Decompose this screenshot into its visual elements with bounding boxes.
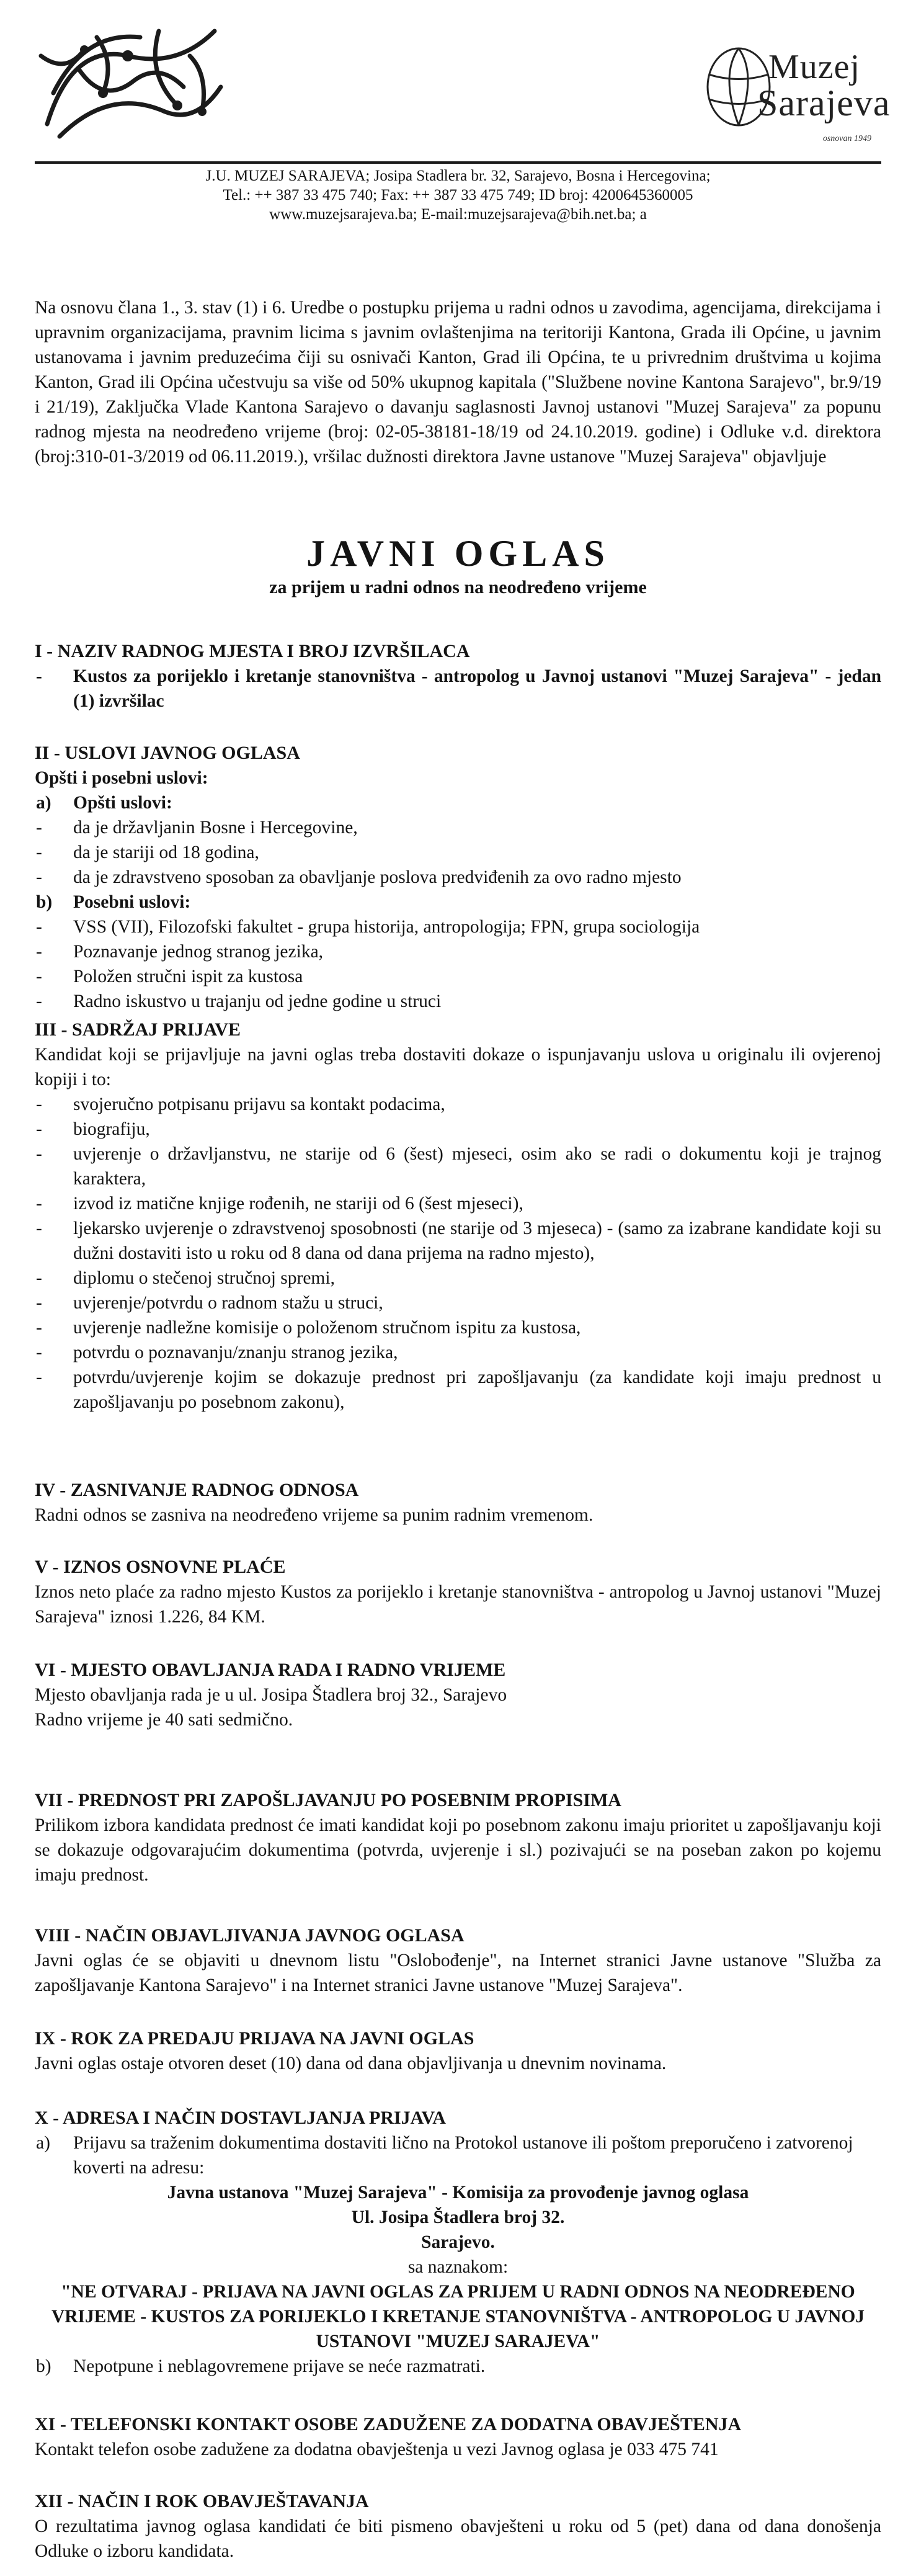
section-text: Radni odnos se zasniva na neodređeno vrijeme sa punim radnim vremenom. [35, 1505, 594, 1525]
document-title: JAVNI OGLAS [306, 533, 610, 574]
section-heading: IV - ZASNIVANJE RADNOG ODNOSA [35, 1480, 359, 1500]
section-1 [35, 639, 881, 713]
contact-line: J.U. MUZEJ SARAJEVA; Josipa Stadlera br. 32, Sarajevo, Bosna i Hercegovina; [205, 168, 711, 184]
section-heading: VII - PREDNOST PRI ZAPOŠLJAVANJU PO POSEBNIM PROPISIMA [35, 1790, 621, 1810]
section-heading: IX - ROK ZA PREDAJU PRIJAVA NA JAVNI OGLAS [35, 2028, 474, 2049]
section-text: O rezultatima javnog oglasa kandidati će biti pismeno obavješteni u roku od 5 (pet) dana od dana donošenja Odluke o izboru kandidata. [35, 2516, 881, 2561]
list-letter: a) [36, 2133, 50, 2153]
list-item: - biografiju, [35, 1117, 881, 1142]
contact-block [35, 166, 881, 224]
section-text: Nepotpune i neblagovremene prijave se neće razmatrati. [73, 2356, 486, 2376]
list-item: - Kustos za porijeklo i kretanje stanovništva - antropolog u Javnoj ustanovi "Muzej Sarajeva" - jedan (1) izvršilac [35, 664, 881, 713]
list-item: - potvrdu/uvjerenje kojim se dokazuje prednost pri zapošljavanju (za kandidate koji imaju prednost u zapošljavanju po posebnom zakonu), [35, 1365, 881, 1415]
address-line: Sarajevo. [421, 2232, 495, 2252]
subsection-label: Posebni uslovi: [73, 892, 191, 912]
section-heading: VIII - NAČIN OBJAVLJIVANJA JAVNOG OGLASA [35, 1925, 465, 1946]
subsection-label: Opšti uslovi: [73, 793, 172, 813]
list-item: - da je stariji od 18 godina, [35, 840, 881, 865]
list-item: - potvrdu o poznavanju/znanju stranog jezika, [35, 1340, 881, 1365]
letterhead [35, 12, 891, 164]
list-letter: b) [36, 892, 53, 912]
section-subheading: Opšti i posebni uslovi: [35, 768, 208, 788]
section-text: Kontakt telefon osobe zadužene za dodatna obavještenja u vezi Javnog oglasa je 033 475 741 [35, 2440, 719, 2459]
list-item: - Radno iskustvo u trajanju od jedne godine u struci [35, 989, 881, 1014]
section-heading: I - NAZIV RADNOG MJESTA I BROJ IZVRŠILACA [35, 641, 470, 661]
section-heading: III - SADRŽAJ PRIJAVE [35, 1019, 241, 1040]
section-3 [35, 1017, 881, 1415]
list-item: - Položen stručni ispit za kustosa [35, 964, 881, 989]
contact-line: Tel.: ++ 387 33 475 740; Fax: ++ 387 33 475 749; ID broj: 4200645360005 [223, 187, 693, 203]
address-line: Javna ustanova "Muzej Sarajeva" - Komisija za provođenje javnog oglasa [167, 2183, 749, 2203]
list-item: - uvjerenje nadležne komisije o položenom stručnom ispitu za kustosa, [35, 1315, 881, 1340]
subsection-b [35, 890, 881, 915]
subsection-a [35, 2131, 881, 2180]
section-6 [35, 1658, 881, 1732]
list-item: - uvjerenje o državljanstvu, ne starije od 6 (šest) mjeseci, osim ako se radi o dokumentu koji je trajnog karaktera, [35, 1142, 881, 1191]
section-text: Prijavu sa traženim dokumentima dostaviti lično na Protokol ustanove ili poštom preporučeno i zatvorenoj koverti na adresu: [73, 2133, 853, 2178]
section-text: Javni oglas će se objaviti u dnevnom listu "Oslobođenje", na Internet stranici Javne ustanove "Služba za zapošljavanje Kantona Sarajevo" i na Internet stranici Javne ustanove "Muzej Sarajeva". [35, 1951, 881, 1995]
intro-paragraph: Na osnovu člana 1., 3. stav (1) i 6. Uredbe o postupku prijema u radni odnos u zavodima, agencijama, direkcijama i upravnim organizacijama, pravnim licima s javnim ovlaštenjima na teritoriji Kantona, Grada ili Općine, u javnim ustanovama i javnim preduzećima čiji su osnivači Kanton, Grad ili Općina, te u privrednim društvima u kojima Kanton, Grad ili Općina učestvuju sa više od 50% ukupnog kapitala ("Službene novine Kantona Sarajevo", br.9/19 i 21/19), Zaključka Vlade Kantona Sarajevo o davanju saglasnosti Javnoj ustanovi "Muzej Sarajeva" za popunu radnog mjesta na neodređeno vrijeme (broj: 02-05-38181-18/19 od 24.10.2019. godine) i Odluke v.d. direktora (broj:310-01-3/2019 od 06.11.2019.), vršilac dužnosti direktora Javne ustanove "Muzej Sarajeva" objavljuje [35, 297, 881, 467]
section-text: Kandidat koji se prijavljuje na javni oglas treba dostaviti dokaze o ispunjavanju uslova u originalu ili ovjerenoj kopiji i to: [35, 1045, 881, 1089]
list-item: - Poznavanje jednog stranog jezika, [35, 939, 881, 964]
section-9 [35, 2026, 881, 2076]
section-heading: VI - MJESTO OBAVLJANJA RADA I RADNO VRIJEME [35, 1660, 506, 1680]
contact-line: www.muzejsarajeva.ba; E-mail:muzejsarajeva@bih.net.ba; a [269, 206, 647, 223]
muzej-sarajeva-logo [664, 37, 891, 155]
section-12 [35, 2489, 881, 2564]
logo-word-sarajeva: Sarajeva [757, 83, 891, 123]
document-subtitle: za prijem u radni odnos na neodređeno vrijeme [269, 577, 647, 597]
section-10 [35, 2106, 881, 2379]
section-text: Iznos neto plaće za radno mjesto Kustos za porijeklo i kretanje stanovništva - antropolog u Javnoj ustanovi "Muzej Sarajeva" iznosi 1.226, 84 KM. [35, 1582, 881, 1627]
list-item: - diplomu o stečenoj stručnoj spremi, [35, 1266, 881, 1290]
list-item: - izvod iz matične knjige rođenih, ne stariji od 6 (šest mjeseci), [35, 1191, 881, 1216]
list-item: - da je državljanin Bosne i Hercegovine, [35, 815, 881, 840]
section-2 [35, 741, 881, 1014]
list-letter: b) [36, 2356, 51, 2376]
section-heading: X - ADRESA I NAČIN DOSTAVLJANJA PRIJAVA [35, 2108, 446, 2128]
section-text: Javni oglas ostaje otvoren deset (10) dana od dana objavljivanja u dnevnim novinama. [35, 2054, 667, 2073]
section-11 [35, 2412, 881, 2462]
list-item: - da je zdravstveno sposoban za obavljanje poslova predviđenih za ovo radno mjesto [35, 865, 881, 890]
list-item: - uvjerenje/potvrdu o radnom stažu u struci, [35, 1290, 881, 1315]
list-item: - VSS (VII), Filozofski fakultet - grupa historija, antropologija; FPN, grupa sociologija [35, 915, 881, 939]
section-heading: XII - NAČIN I ROK OBAVJEŠTAVANJA [35, 2491, 369, 2511]
section-heading: II - USLOVI JAVNOG OGLASA [35, 743, 300, 763]
section-text: Prilikom izbora kandidata prednost će imati kandidat koji po posebnom zakonu imaju prioritet u zapošljavanju koji se dokazuje odgovarajućim dokumentima (potvrda, uvjerenje i sl.) pozivajući se na poseban zakon po kojemu imaju prednost. [35, 1815, 881, 1885]
section-8 [35, 1923, 881, 1998]
section-text: Radno vrijeme je 40 sati sedmično. [35, 1710, 293, 1730]
list-item: - ljekarsko uvjerenje o zdravstvenoj sposobnosti (ne starije od 3 mjeseca) - (samo za izabrane kandidate koji su dužni dostaviti isto u roku od 8 dana od dana prijema na radno mjesto), [35, 1216, 881, 1266]
note-label: sa naznakom: [407, 2257, 509, 2277]
section-7 [35, 1788, 881, 1887]
section-5 [35, 1555, 881, 1629]
logo-since: osnovan 1949 [822, 134, 871, 143]
address-line: Ul. Josipa Štadlera broj 32. [351, 2207, 565, 2227]
envelope-note: "NE OTVARAJ - PRIJAVA NA JAVNI OGLAS ZA PRIJEM U RADNI ODNOS NA NEODREĐENO VRIJEME - KUSTOS ZA PORIJEKLO I KRETANJE STANOVNIŠTVA - ANTROPOLOG U JAVNOJ USTANOVI "MUZEJ SARAJEVA" [51, 2282, 865, 2351]
list-letter: a) [36, 793, 51, 813]
subsection-b [35, 2354, 881, 2379]
section-heading: V - IZNOS OSNOVNE PLAĆE [35, 1557, 286, 1577]
section-text: Mjesto obavljanja rada je u ul. Josipa Štadlera broj 32., Sarajevo [35, 1685, 507, 1705]
list-item: - svojeručno potpisanu prijavu sa kontakt podacima, [35, 1092, 881, 1117]
section-heading: XI - TELEFONSKI KONTAKT OSOBE ZADUŽENE ZA DODATNA OBAVJEŠTENJA [35, 2414, 742, 2435]
logo-word-muzej: Muzej [768, 48, 861, 86]
ornament-logo [35, 19, 227, 143]
section-4 [35, 1478, 881, 1527]
subsection-a [35, 790, 881, 815]
